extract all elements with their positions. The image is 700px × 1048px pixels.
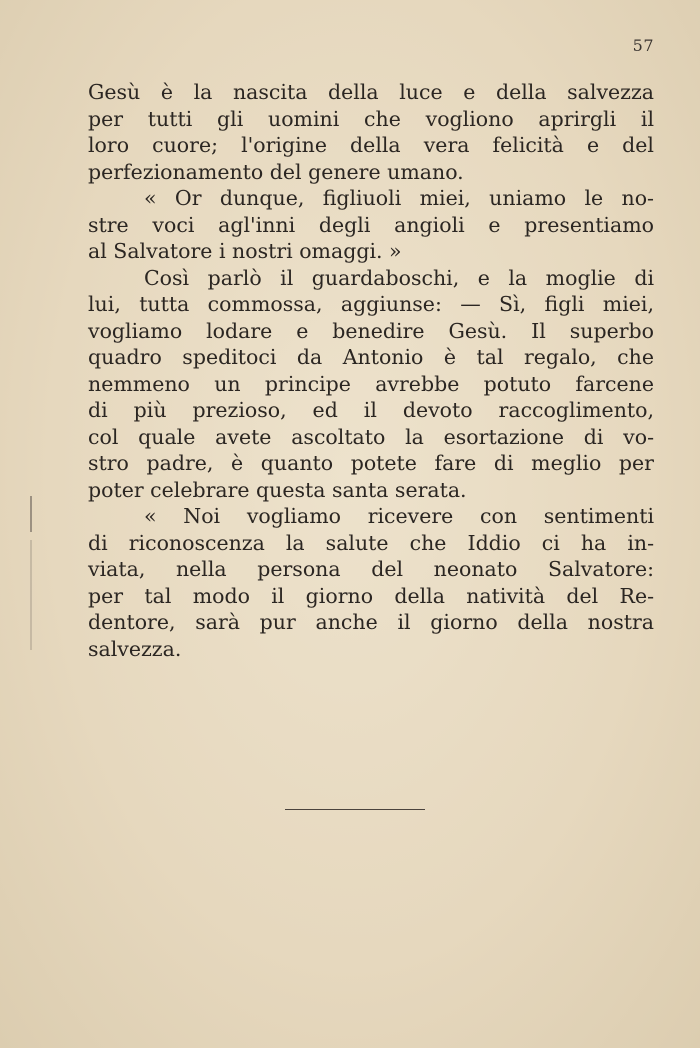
text-line: per tal modo il giorno della natività del Re- [88,583,654,608]
text-line: viata, nella persona del neonato Salvatore: [88,557,654,581]
page-number: 57 [632,36,654,55]
text-line: stro padre, è quanto potete fare di meglio per [88,451,654,475]
body-text [88,79,654,662]
margin-pencil-mark [30,496,32,532]
text-line: nemmeno un principe avrebbe potuto farcene [88,371,654,396]
text-line: al Salvatore i nostri omaggi. » [88,239,402,263]
section-divider [285,809,425,810]
text-line: « Noi vogliamo ricevere con sentimenti [144,504,654,528]
text-line: loro cuore; l'origine della vera felicità e del [88,133,654,157]
text-line: dentore, sarà pur anche il giorno della nostra [88,610,654,634]
text-line: quadro speditoci da Antonio è tal regalo, che [88,345,654,369]
text-line: lui, tutta commossa, aggiunse: — Sì, figli miei, [88,292,654,316]
text-line: Così parlò il guardaboschi, e la moglie di [144,265,654,290]
text-line: « Or dunque, figliuoli miei, uniamo le no- [144,186,654,210]
text-line: vogliamo lodare e benedire Gesù. Il superbo [88,318,654,343]
text-line: Gesù è la nascita della luce e della salvezza [88,80,654,104]
text-line: stre voci agl'inni degli angioli e presentiamo [88,212,654,237]
text-line: perfezionamento del genere umano. [88,159,464,184]
text-line: salvezza. [88,636,182,661]
text-line: per tutti gli uomini che vogliono aprirgli il [88,106,654,131]
text-line: poter celebrare questa santa serata. [88,477,467,502]
margin-pencil-mark [30,540,32,650]
text-line: di riconoscenza la salute che Iddio ci ha in- [88,530,654,555]
text-line: di più prezioso, ed il devoto raccoglimento, [88,398,654,422]
text-line: col quale avete ascoltato la esortazione di vo- [88,424,654,449]
